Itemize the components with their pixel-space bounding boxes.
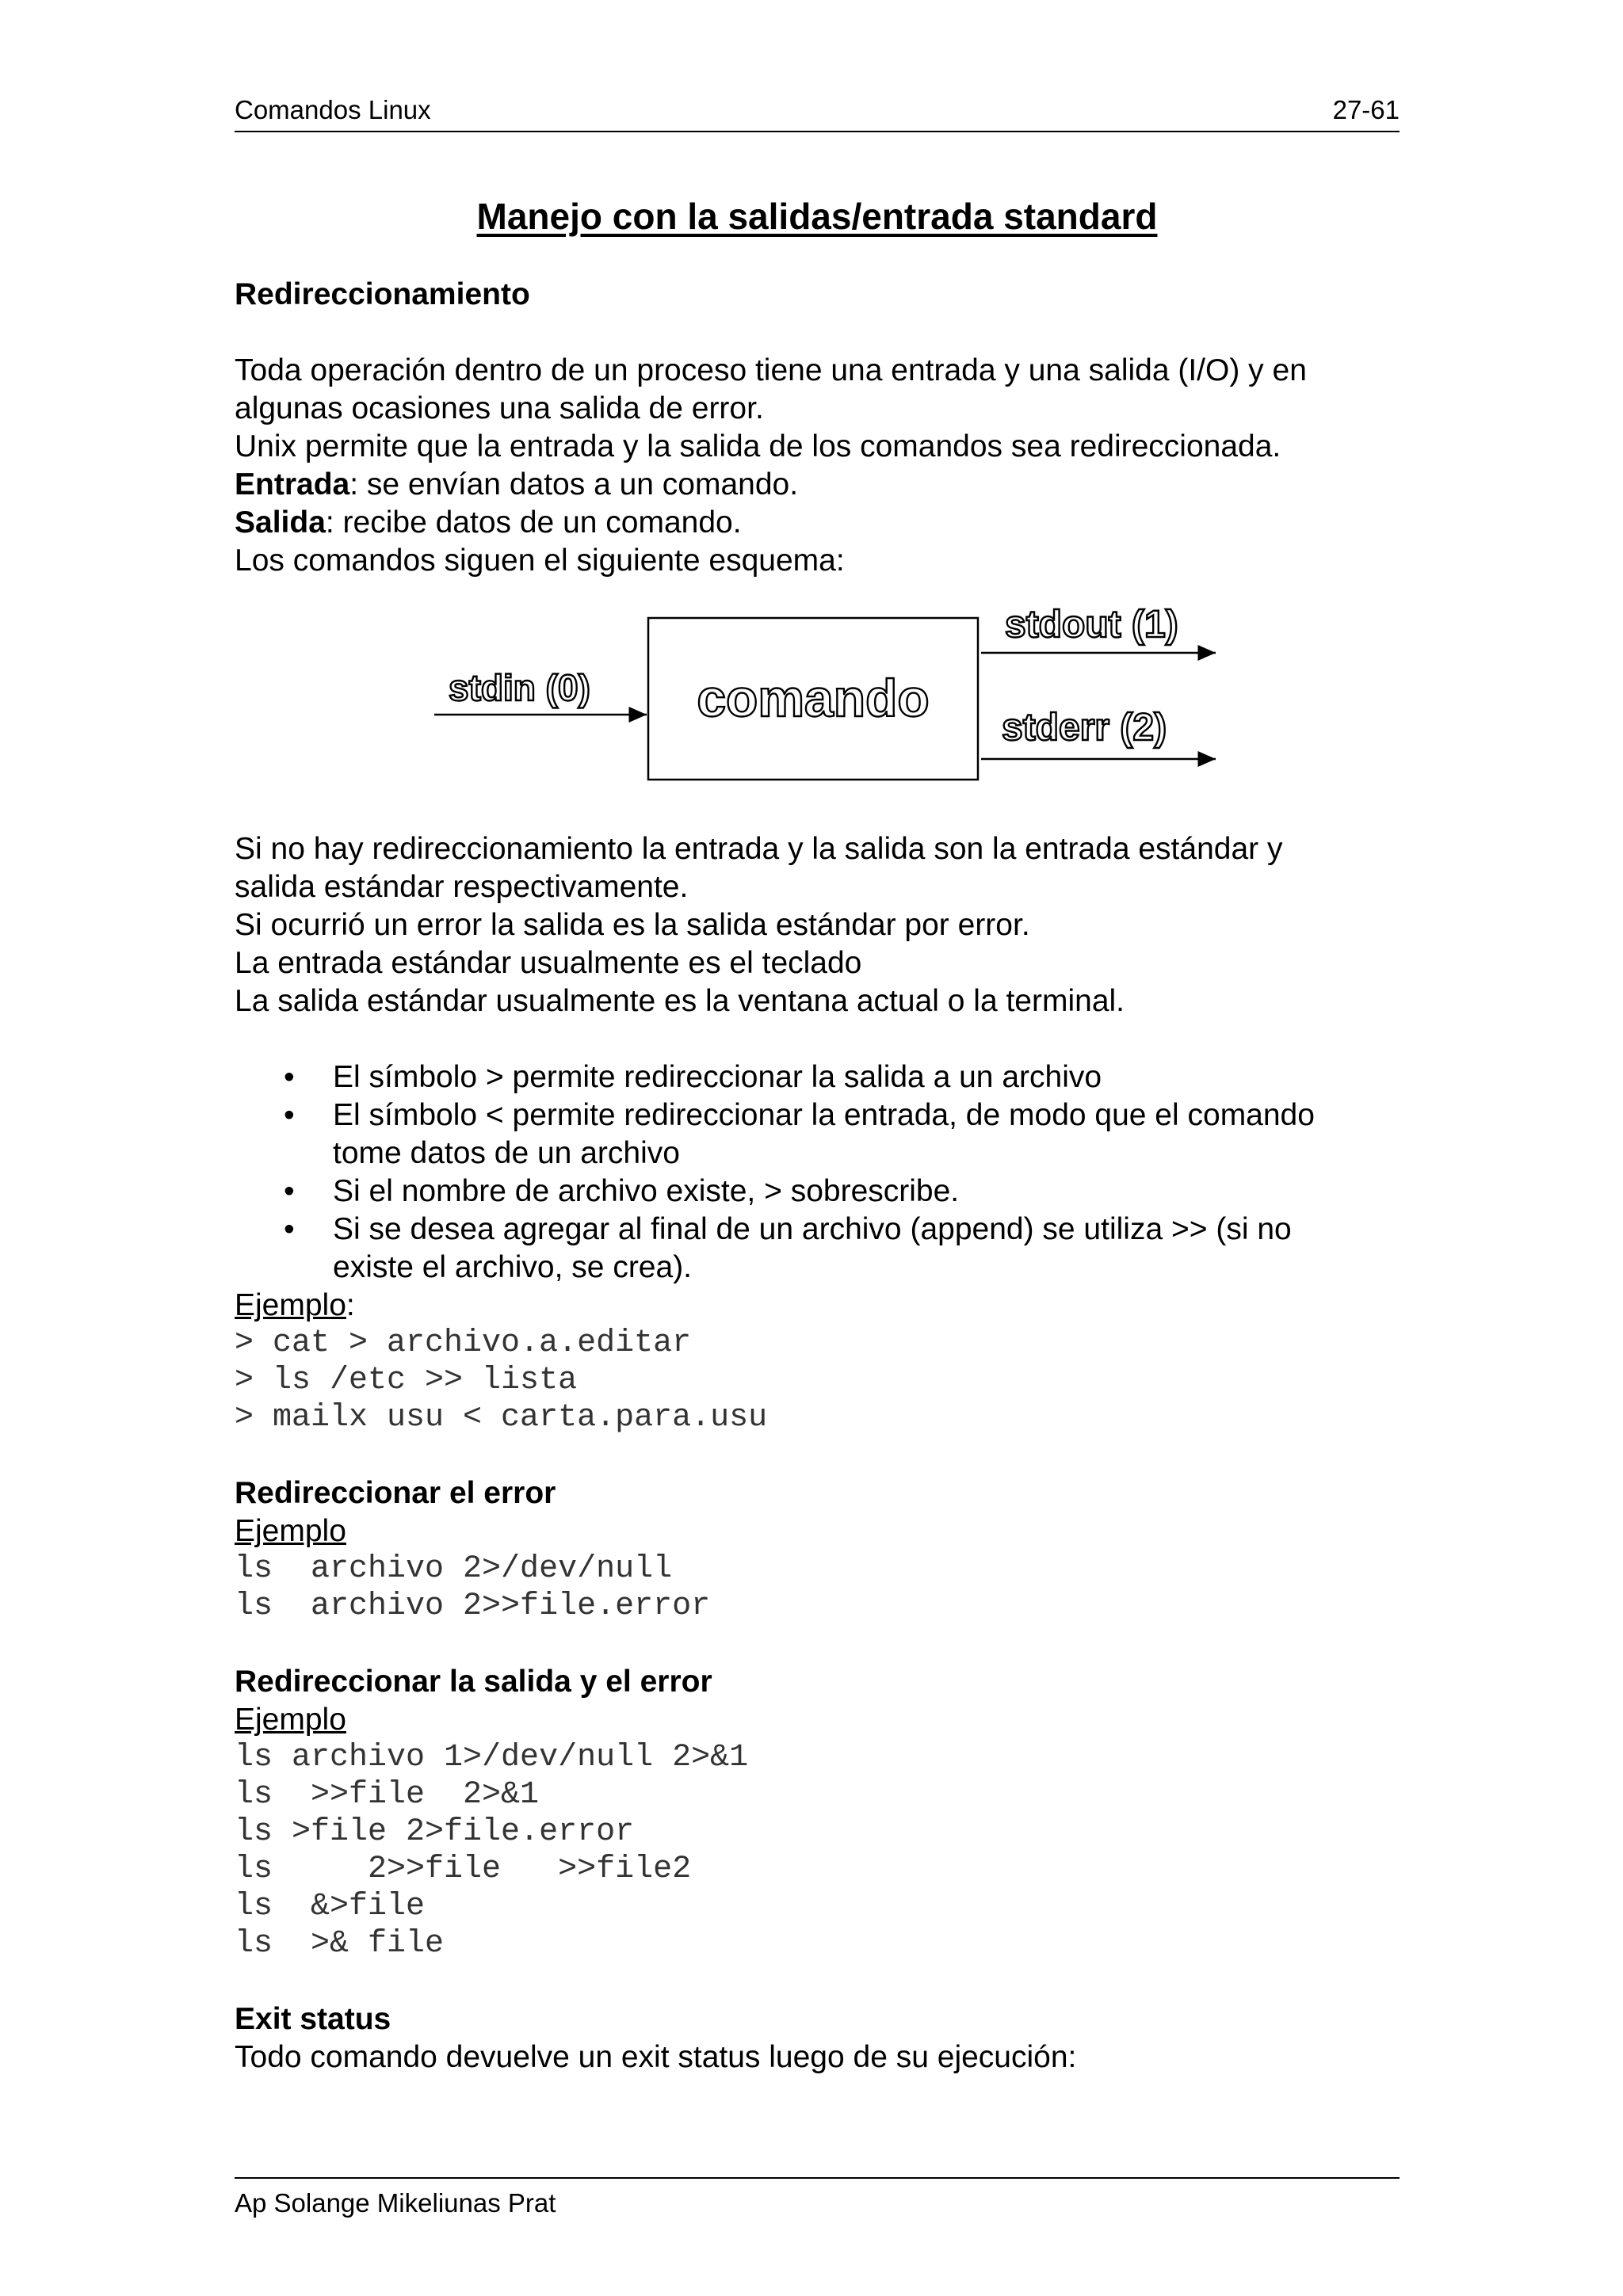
code-line: ls >file 2>file.error bbox=[235, 1814, 635, 1850]
example-label: Ejemplo bbox=[235, 1288, 346, 1322]
code-line: ls archivo 2>/dev/null bbox=[235, 1551, 673, 1587]
example-label: Ejemplo bbox=[235, 1514, 346, 1548]
code-line: > cat > archivo.a.editar bbox=[235, 1325, 692, 1361]
paragraph-line: algunas ocasiones una salida de error. bbox=[235, 391, 764, 425]
paragraph-line: La salida estándar usualmente es la ventana actual o la terminal. bbox=[235, 984, 1125, 1018]
io-diagram bbox=[235, 589, 1423, 802]
bullet-dot: • bbox=[284, 1212, 295, 1246]
code-line: > ls /etc >> lista bbox=[235, 1363, 578, 1398]
paragraph-line: Si no hay redireccionamiento la entrada y la salida son la entrada estándar y bbox=[235, 832, 1283, 866]
stdout-label: stdout (1) bbox=[1005, 604, 1178, 646]
code-line: ls archivo 2>>file.error bbox=[235, 1589, 711, 1624]
paragraph-line: La entrada estándar usualmente es el teclado bbox=[235, 946, 862, 980]
example-label-line: Ejemplo: bbox=[235, 1288, 355, 1322]
bullet-dot: • bbox=[284, 1174, 295, 1208]
term-entrada: Entrada bbox=[235, 467, 350, 502]
definition-text: : recibe datos de un comando. bbox=[325, 505, 742, 540]
bullet-item: • Si el nombre de archivo existe, > sobrescribe. bbox=[235, 1173, 1423, 1211]
bullet-dot: • bbox=[284, 1060, 295, 1094]
page-number: 27-61 bbox=[1332, 95, 1400, 124]
paragraph-line: Los comandos siguen el siguiente esquema: bbox=[235, 543, 845, 578]
bullet-dot: • bbox=[284, 1098, 295, 1132]
code-line: ls 2>>file >>file2 bbox=[235, 1852, 692, 1887]
stderr-label: stderr (2) bbox=[1002, 707, 1167, 749]
section-heading-redireccionamiento: Redireccionamiento bbox=[235, 277, 530, 311]
code-line: ls &>file bbox=[235, 1889, 426, 1924]
code-line: ls >& file bbox=[235, 1926, 445, 1962]
bullet-item: • El símbolo > permite redireccionar la salida a un archivo bbox=[235, 1058, 1423, 1097]
main-content bbox=[235, 276, 1423, 2077]
paragraph-line: Todo comando devuelve un exit status luego de su ejecución: bbox=[235, 2040, 1077, 2074]
section-heading-exit-status: Exit status bbox=[235, 2002, 391, 2036]
definition-text: : se envían datos a un comando. bbox=[349, 467, 799, 502]
bullet-item: • El símbolo < permite redireccionar la entrada, de modo que el comando tome datos de un archivo bbox=[284, 1098, 1315, 1170]
code-line: > mailx usu < carta.para.usu bbox=[235, 1400, 768, 1436]
code-line: ls archivo 1>/dev/null 2>&1 bbox=[235, 1740, 749, 1775]
stdin-label: stdin (0) bbox=[449, 667, 590, 708]
term-salida: Salida bbox=[235, 505, 326, 540]
paragraph-line: Unix permite que la entrada y la salida de los comandos sea redireccionada. bbox=[235, 429, 1281, 463]
running-header bbox=[235, 95, 1400, 132]
code-line: ls >>file 2>&1 bbox=[235, 1777, 540, 1813]
paragraph-line: salida estándar respectivamente. bbox=[235, 870, 689, 904]
bullet-item: • Si se desea agregar al final de un archivo (append) se utiliza >> (si no existe el archivo, se crea). bbox=[284, 1212, 1292, 1284]
bullet-list bbox=[235, 1058, 1423, 1287]
command-box-label: comando bbox=[697, 669, 930, 727]
definition-entrada bbox=[235, 466, 1423, 504]
footer-author: Ap Solange Mikeliunas Prat bbox=[235, 2188, 556, 2218]
page-title: Manejo con la salidas/entrada standard bbox=[476, 196, 1158, 237]
example-label: Ejemplo bbox=[235, 1703, 346, 1737]
section-heading-redirect-both: Redireccionar la salida y el error bbox=[235, 1665, 712, 1699]
paragraph-line: Si ocurrió un error la salida es la salida estándar por error. bbox=[235, 908, 1030, 942]
running-footer bbox=[235, 2177, 1400, 2218]
header-title: Comandos Linux bbox=[235, 95, 431, 124]
section-heading-redirect-error: Redireccionar el error bbox=[235, 1476, 556, 1510]
paragraph-line: Toda operación dentro de un proceso tiene una entrada y una salida (I/O) y en bbox=[235, 353, 1307, 387]
definition-salida bbox=[235, 504, 1423, 542]
